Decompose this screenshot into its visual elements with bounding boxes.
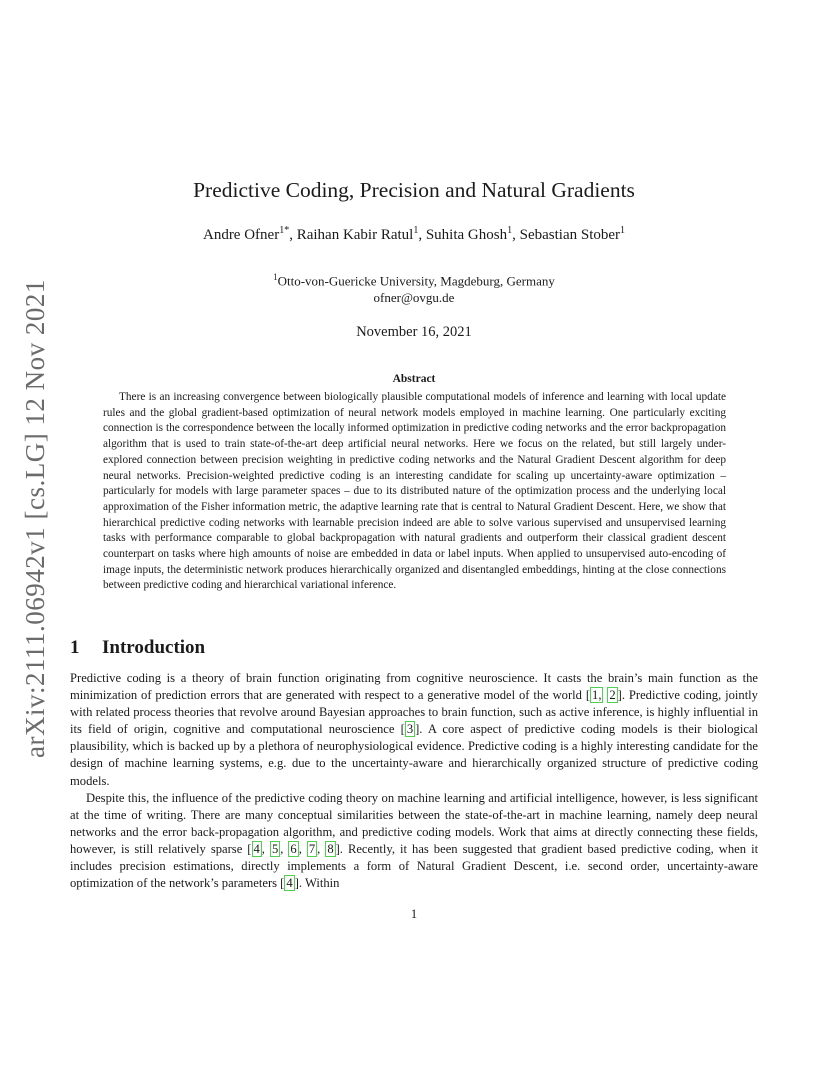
author-separator: , — [289, 227, 297, 243]
author-name: Sebastian Stober — [519, 227, 621, 243]
author-affiliation-marker: 1* — [279, 225, 290, 236]
body-text-run: ]. A core aspect of predictive coding models is their biological plausibility, which is backed up by a plethora of neurophysiological evidence. Predictive coding is a highly interesting candidate for the design of machine learning systems, e.g. due to the uncertainty-aware and hierarchically organized structure of predictive coding models. — [70, 722, 758, 788]
author-separator: , — [418, 227, 426, 243]
body-text-run: Predictive coding is a theory of brain function originating from cognitive neuroscience. It casts the brain’s main function as the minimization of prediction errors that are generated with respect to a generative model of the world [ — [70, 671, 758, 703]
author-name: Raihan Kabir Ratul — [296, 227, 414, 243]
author-affiliation-marker: 1 — [620, 225, 626, 236]
body-text-run: ]. Predictive coding, jointly with related process theories that revolve around Bayesian approaches to brain function, such as active inference, is highly influential in its field of origin, cognitive and computational neuroscience [ — [70, 688, 758, 737]
body-text-run: , — [298, 841, 307, 856]
body-text-run: Despite this, the influence of the predictive coding theory on machine learning and artificial intelligence, however, is less significant at the time of writing. There are many conceptual similarities between the state-of-the-art in machine learning, namely deep neural networks and the error back-propagation algorithm, and predictive coding models. Work that aims at directly connecting these fields, however, is still relatively sparse [ — [70, 790, 758, 856]
author-name: Suhita Ghosh — [425, 227, 508, 243]
author-affiliation-marker: 1 — [507, 225, 513, 236]
section-heading-introduction — [70, 637, 205, 659]
contact-email: ofner@ovgu.de — [373, 290, 455, 306]
body-text-run: , — [280, 841, 289, 856]
paper-title: Predictive Coding, Precision and Natural Gradients — [193, 178, 635, 202]
body-paragraph — [70, 670, 758, 790]
citation-link[interactable]: 6 — [290, 841, 297, 856]
citation-link[interactable]: 8 — [327, 841, 334, 856]
citation-link[interactable]: 5 — [271, 841, 279, 856]
abstract-heading: Abstract — [392, 373, 436, 385]
author-separator: , — [512, 227, 520, 243]
citation-link[interactable]: 3 — [406, 722, 414, 737]
author-name: Andre Ofner — [202, 227, 280, 243]
affiliation-block — [0, 269, 828, 306]
citation-link[interactable]: 7 — [308, 841, 316, 856]
citation-link[interactable]: 4 — [286, 876, 293, 891]
page-number: 1 — [410, 907, 418, 921]
author-list — [0, 225, 828, 244]
citation-link[interactable]: 4 — [253, 841, 260, 856]
citation-link[interactable]: 2 — [609, 688, 616, 703]
citation-link[interactable]: 1, — [592, 688, 602, 703]
body-text-run: , — [261, 841, 270, 856]
section-number: 1 — [70, 637, 80, 658]
body-paragraph — [70, 790, 758, 893]
publication-date: November 16, 2021 — [356, 324, 472, 340]
body-text-run: ]. Within — [294, 876, 340, 891]
affiliation-marker: 1 — [273, 272, 278, 282]
affiliation-name: Otto-von-Guericke University, Magdeburg, Germany — [277, 273, 555, 289]
author-affiliation-marker: 1 — [413, 225, 419, 236]
arxiv-identifier-stamp: arXiv:2111.06942v1 [cs.LG] 12 Nov 2021 — [20, 279, 50, 758]
body-text-run: ]. Recently, it has been suggested that gradient based predictive coding, when it includes precision estimations, directly implements a form of Natural Gradient Descent, i.e. second order, uncertainty-aware optimization of the network’s parameters [ — [70, 841, 759, 891]
abstract-text: There is an increasing convergence between biologically plausible computational models of inference and learning with local update rules and the global gradient-based optimization of neural network models employed in machine learning. One particularly exciting connection is the correspondence between the locally informed optimization in predictive coding networks and the error backpropagation algorithm that is used to train state-of-the-art deep artificial neural networks. Here we focus on the related, but still largely under-explored connection between precision weighting in predictive coding networks and the Natural Gradient Descent algorithm for deep neural networks. Precision-weighted predictive coding is an interesting candidate for scaling up uncertainty-aware optimization – particularly for models with large parameter spaces – due to its distributed nature of the optimization process and the underlying local approximation of the Fisher information metric, the adaptive learning rate that is central to Natural Gradient Descent. Here, we show that hierarchical predictive coding networks with learnable precision indeed are able to solve various supervised and unsupervised learning tasks with performance comparable to global backpropagation with natural gradients and outperform their classical gradient descent counterpart on tasks where high amounts of noise are embedded in data or label inputs. When applied to unsupervised auto-encoding of image inputs, the deterministic network produces hierarchically organized and disentangled embeddings, hinting at the close connections between predictive coding and hierarchical variational inference. — [103, 391, 726, 592]
affiliation-line — [0, 269, 828, 289]
body-text-run: , — [317, 841, 326, 856]
introduction-body — [70, 670, 758, 892]
section-title: Introduction — [102, 637, 206, 658]
